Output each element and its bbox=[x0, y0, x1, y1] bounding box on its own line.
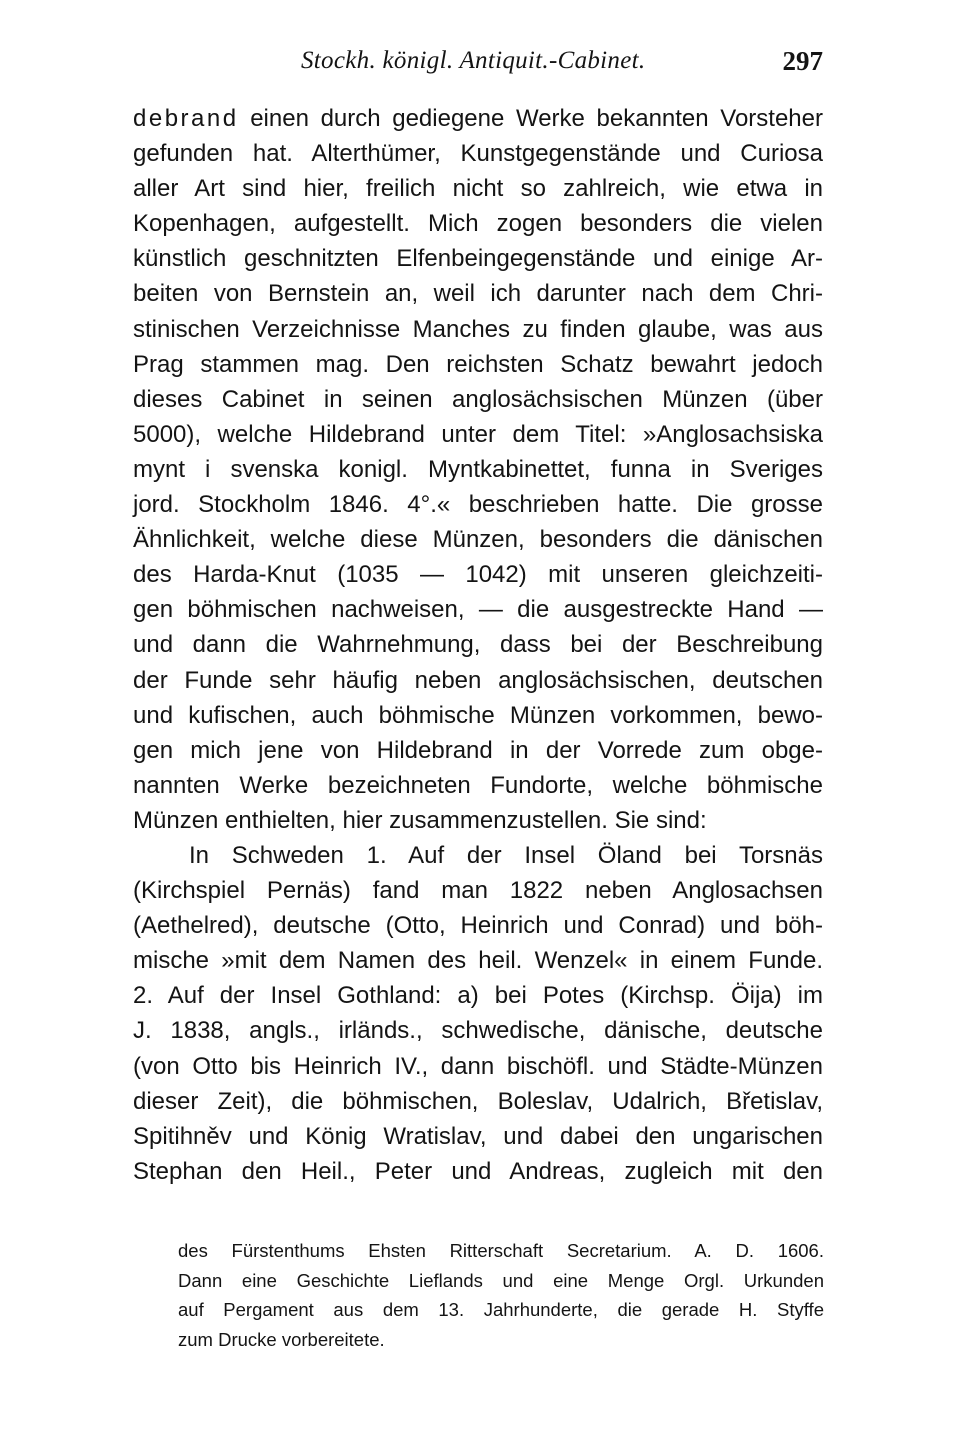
text-line: (Aethelred), deutsche (Otto, Heinrich und Conrad) und böh- bbox=[133, 912, 823, 940]
text-line: (von Otto bis Heinrich IV., dann bischöfl. und Städte-Münzen bbox=[133, 1052, 823, 1080]
text-line: mynt i svenska konigl. Myntkabinettet, funna in Sveriges bbox=[133, 455, 823, 483]
footnote-line: zum Drucke vorbereitete. bbox=[178, 1328, 385, 1350]
body-text bbox=[133, 101, 823, 1189]
text-line: und kufischen, auch böhmische Münzen vorkommen, bewo- bbox=[133, 701, 823, 729]
text-line: Münzen enthielten, hier zusammenzustellen. Sie sind: bbox=[133, 806, 707, 834]
text-line: stinischen Verzeichnisse Manches zu finden glaube, was aus bbox=[133, 315, 823, 343]
page-header bbox=[133, 44, 823, 84]
text-line: und dann die Wahrnehmung, dass bei der Beschreibung bbox=[133, 631, 823, 659]
page-number: 297 bbox=[782, 46, 823, 76]
text-line: gefunden hat. Alterthümer, Kunstgegenstände und Curiosa bbox=[133, 140, 823, 168]
text-line: Ähnlichkeit, welche diese Münzen, besonders die dänischen bbox=[133, 526, 823, 554]
text-line: künstlich geschnitzten Elfenbeingegenstände und einige Ar- bbox=[133, 245, 823, 273]
text-line: mische »mit dem Namen des heil. Wenzel« in einem Funde. bbox=[133, 947, 823, 975]
text-line: Prag stammen mag. Den reichsten Schatz bewahrt jedoch bbox=[133, 350, 823, 378]
text-line: beiten von Bernstein an, weil ich darunter nach dem Chri- bbox=[133, 280, 823, 308]
text-line: gen böhmischen nachweisen, — die ausgestreckte Hand — bbox=[133, 596, 823, 624]
text-line: Spitihněv und König Wratislav, und dabei den ungarischen bbox=[133, 1122, 823, 1150]
text-line: nannten Werke bezeichneten Fundorte, welche böhmische bbox=[133, 771, 823, 799]
text-line: J. 1838, angls., irländs., schwedische, dänische, deutsche bbox=[133, 1017, 823, 1045]
footnote-line: des Fürstenthums Ehsten Ritterschaft Secretarium. A. D. 1606. bbox=[178, 1240, 824, 1261]
paragraph-start-line: In Schweden 1. Auf der Insel Öland bei Torsnäs bbox=[189, 841, 823, 869]
text-line: Kopenhagen, aufgestellt. Mich zogen besonders die vielen bbox=[133, 210, 823, 238]
text-line: debrand einen durch gediegene Werke bekannten Vorsteher bbox=[133, 105, 823, 132]
text-line: aller Art sind hier, freilich nicht so zahlreich, wie etwa in bbox=[133, 175, 823, 203]
text-line: dieser Zeit), die böhmischen, Boleslav, Udalrich, Břetislav, bbox=[133, 1087, 823, 1115]
text-line: dieses Cabinet in seinen anglosächsischen Münzen (über bbox=[133, 385, 823, 413]
running-head: Stockh. königl. Antiquit.-Cabinet. bbox=[301, 47, 646, 74]
text-line: der Funde sehr häufig neben anglosächsischen, deutschen bbox=[133, 666, 823, 694]
footnote bbox=[178, 1236, 824, 1354]
text-line: 5000), welche Hildebrand unter dem Titel: »Anglosachsiska bbox=[133, 420, 823, 448]
footnote-line: Dann eine Geschichte Lieflands und eine Menge Orgl. Urkunden bbox=[178, 1269, 824, 1291]
text-line: Stephan den Heil., Peter und Andreas, zugleich mit den bbox=[133, 1157, 823, 1185]
text-line: (Kirchspiel Pernäs) fand man 1822 neben Anglosachsen bbox=[133, 877, 823, 905]
footnote-line: auf Pergament aus dem 13. Jahrhunderte, die gerade H. Styffe bbox=[178, 1299, 824, 1321]
text-line: gen mich jene von Hildebrand in der Vorrede zum obge- bbox=[133, 736, 823, 764]
text-line: jord. Stockholm 1846. 4°.« beschrieben hatte. Die grosse bbox=[133, 491, 823, 519]
text-line: 2. Auf der Insel Gothland: a) bei Potes (Kirchsp. Öija) im bbox=[133, 982, 823, 1010]
continued-word: debrand bbox=[133, 105, 239, 132]
text-line: des Harda-Knut (1035 — 1042) mit unseren gleichzeiti- bbox=[133, 561, 823, 589]
